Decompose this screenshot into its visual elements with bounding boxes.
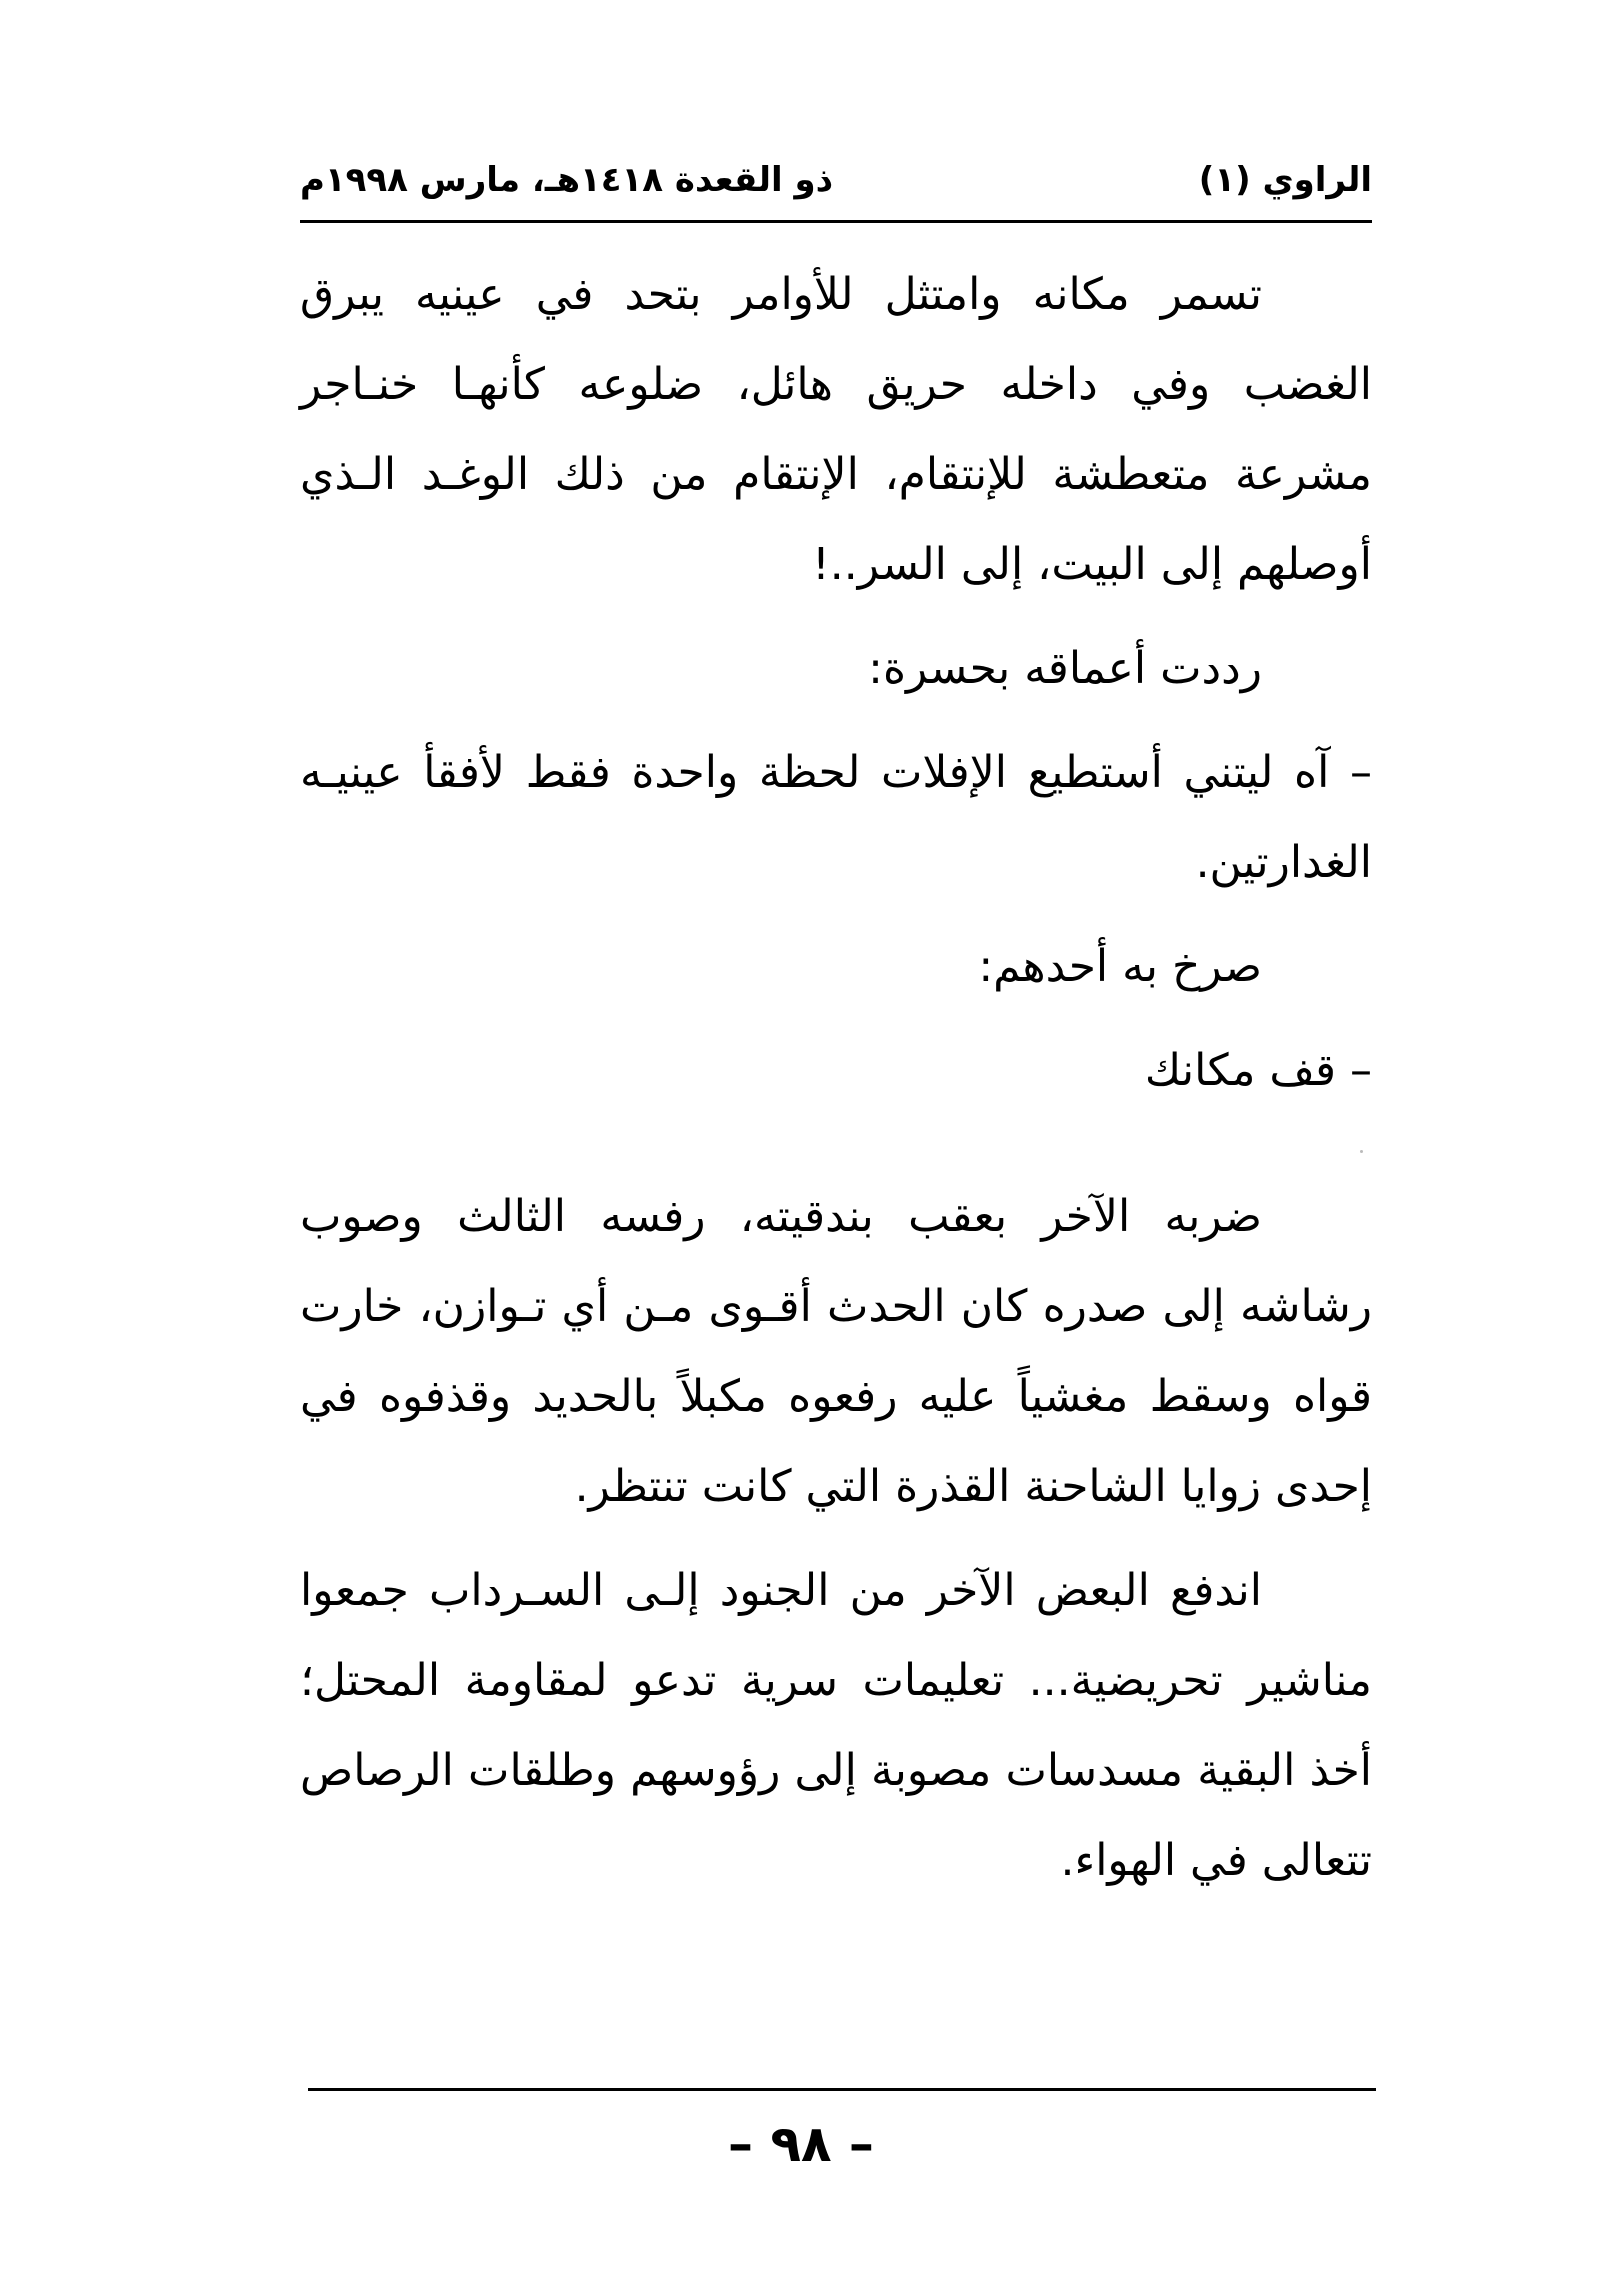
- page-number: – ٩٨ –: [728, 2115, 874, 2173]
- paragraph-1: تسمر مكانه وامتثل للأوامر بتحد في عينيه يبرق الغضب وفي داخله حريق هائل، ضلوعه كأنهـا خنـاجر مشرعة متعطشة للإنتقام، الإنتقام من ذلك الوغـد الـذي أوصلهم إلى البيت، إلى السر..!: [300, 269, 1372, 590]
- journal-title: الراوي (١): [1198, 160, 1372, 200]
- running-header: [300, 150, 1372, 223]
- dialog-line-1: – آه ليتني أستطيع الإفلات لحظة واحدة فقط لأفقأ عينيـه الغدارتين.: [300, 747, 1372, 888]
- body-text: [300, 250, 1372, 1906]
- issue-date: ذو القعدة ١٤١٨هـ، مارس ١٩٩٨م: [300, 160, 834, 200]
- footer-rule: [308, 2088, 1376, 2091]
- paragraph-3: صرخ به أحدهم:: [978, 941, 1262, 992]
- paragraph-2: رددت أعماقه بحسرة:: [868, 643, 1262, 694]
- dialog-line-2: – قف مكانك: [1144, 1045, 1372, 1096]
- paragraph-5: اندفع البعض الآخر من الجنود إلـى السـرداب جمعوا مناشير تحريضية... تعليمات سرية تدعو لمقاومة المحتل؛ أخذ البقية مسدسات مصوبة إلى رؤوسهم وطلقات الرصاص تتعالى في الهواء.: [300, 1565, 1372, 1886]
- margin-dot: [1360, 1150, 1363, 1153]
- paragraph-4: ضربه الآخر بعقب بندقيته، رفسه الثالث وصوب رشاشه إلى صدره كان الحدث أقـوى مـن أي تـوازن، خارت قواه وسقط مغشياً عليه رفعوه مكبلاً بالحديد وقذفوه في إحدى زوايا الشاحنة القذرة التي كانت تنتظر.: [300, 1191, 1372, 1512]
